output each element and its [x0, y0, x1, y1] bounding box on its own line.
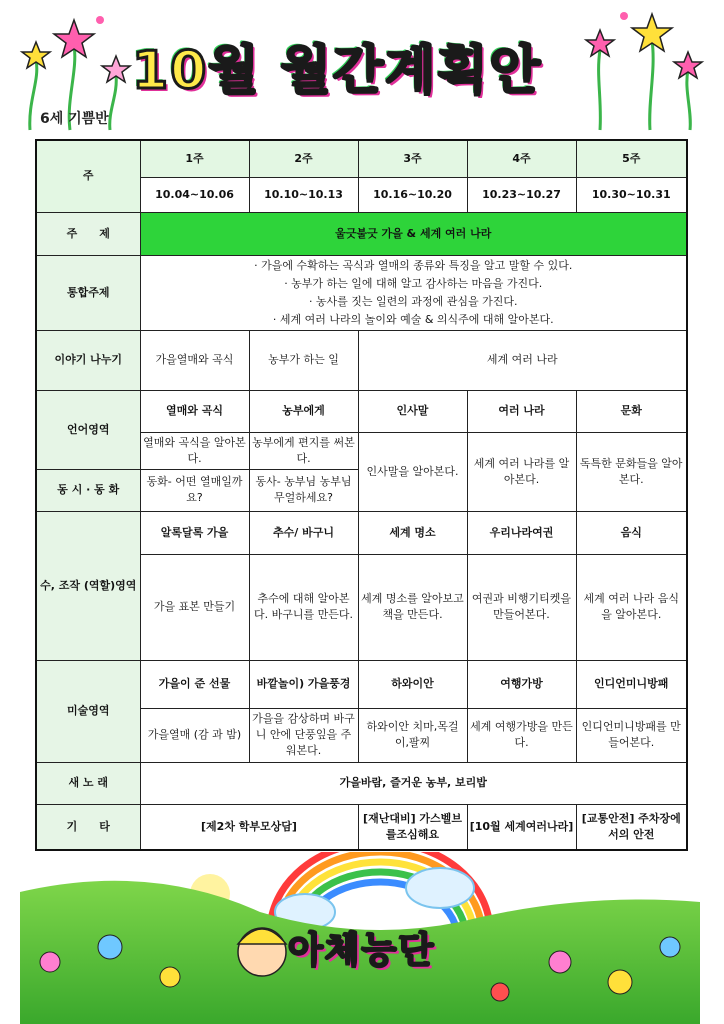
language-title-1: 열매와 곡식 [140, 390, 249, 432]
art-title-4: 여행가방 [467, 660, 576, 708]
story-week-3-5: 세계 여러 나라 [358, 330, 687, 390]
week-2-dates: 10.10~10.13 [249, 177, 358, 212]
poem-label: 동 시 · 동 화 [36, 469, 140, 511]
brand-logo: 아체능단 [288, 930, 436, 971]
integrated-label: 통합주제 [36, 255, 140, 330]
language-act-2: 농부에게 편지를 써본다. [249, 432, 358, 469]
math-act-1: 가을 표본 만들기 [140, 554, 249, 660]
art-title-5: 인디언미니방패 [576, 660, 687, 708]
math-title-5: 음식 [576, 511, 687, 554]
language-label: 언어영역 [36, 390, 140, 469]
theme-text: 울긋불긋 가을 & 세계 여러 나라 [140, 212, 687, 255]
language-title-row [36, 390, 687, 432]
math-title-2: 추수/ 바구니 [249, 511, 358, 554]
math-act-3: 세계 명소를 알아보고 책을 만든다. [358, 554, 467, 660]
language-act-1: 열매와 곡식을 알아본다. [140, 432, 249, 469]
week-label: 주 [36, 140, 140, 212]
monthly-plan-table [35, 139, 688, 851]
song-text: 가을바람, 즐거운 농부, 보리밥 [140, 762, 687, 804]
theme-row [36, 212, 687, 255]
story-week-2: 농부가 하는 일 [249, 330, 358, 390]
week-3-label: 3주 [358, 140, 467, 177]
math-label: 수, 조작 (역할)영역 [36, 511, 140, 660]
child-mascot-icon [238, 928, 286, 976]
math-title-1: 알록달록 가을 [140, 511, 249, 554]
story-label: 이야기 나누기 [36, 330, 140, 390]
week-2-label: 2주 [249, 140, 358, 177]
etc-item-3: [10월 세계여러나라] [467, 804, 576, 850]
math-title-4: 우리나라여권 [467, 511, 576, 554]
math-title-row [36, 511, 687, 554]
theme-label: 주 제 [36, 212, 140, 255]
goal-item: · 세계 여러 나라의 놀이와 예술 & 의식주에 대해 알아본다. [272, 312, 554, 326]
etc-item-4: [교통안전] 주차장에서의 안전 [576, 804, 687, 850]
language-title-5: 문화 [576, 390, 687, 432]
goal-item: · 농사를 짓는 일련의 과정에 관심을 가진다. [308, 294, 518, 308]
week-1-dates: 10.04~10.06 [140, 177, 249, 212]
art-act-3: 하와이안 치마,목걸이,팔찌 [358, 708, 467, 762]
etc-row [36, 804, 687, 850]
art-act-1: 가을열매 (감 과 밤) [140, 708, 249, 762]
art-title-3: 하와이안 [358, 660, 467, 708]
story-week-1: 가을열매와 곡식 [140, 330, 249, 390]
page-title: 10월 월간계획안 [132, 41, 542, 101]
flower-decoration-right [586, 12, 702, 130]
week-5-label: 5주 [576, 140, 687, 177]
language-title-3: 인사말 [358, 390, 467, 432]
integrated-row [36, 255, 687, 330]
etc-label: 기 타 [36, 804, 140, 850]
song-label: 새 노 래 [36, 762, 140, 804]
week-row [36, 140, 687, 177]
language-title-2: 농부에게 [249, 390, 358, 432]
story-row [36, 330, 687, 390]
art-title-2: 바깥놀이) 가을풍경 [249, 660, 358, 708]
math-title-3: 세계 명소 [358, 511, 467, 554]
etc-item-2: [재난대비] 가스벨브를조심해요 [358, 804, 467, 850]
language-act-4: 세계 여러 나라를 알아본다. [467, 432, 576, 511]
art-act-5: 인디언미니방패를 만들어본다. [576, 708, 687, 762]
goal-item: · 농부가 하는 일에 대해 알고 감사하는 마음을 가진다. [284, 276, 543, 290]
math-act-4: 여권과 비행기티켓을 만들어본다. [467, 554, 576, 660]
poem-week-2: 동사- 농부님 농부님 무얼하세요? [249, 469, 358, 511]
math-act-5: 세계 여러 나라 음식을 알아본다. [576, 554, 687, 660]
art-act-4: 세계 여행가방을 만든다. [467, 708, 576, 762]
art-act-2: 가을을 감상하며 바구니 안에 단풍잎을 주워본다. [249, 708, 358, 762]
poem-week-1: 동화- 어떤 열매일까요? [140, 469, 249, 511]
art-title-row [36, 660, 687, 708]
language-act-3: 인사말을 알아본다. [358, 432, 467, 511]
language-act-5: 독특한 문화들을 알아본다. [576, 432, 687, 511]
week-5-dates: 10.30~10.31 [576, 177, 687, 212]
language-title-4: 여러 나라 [467, 390, 576, 432]
math-act-2: 추수에 대해 알아본다. 바구니를 만든다. [249, 554, 358, 660]
week-4-label: 4주 [467, 140, 576, 177]
integrated-goals [140, 255, 687, 330]
week-4-dates: 10.23~10.27 [467, 177, 576, 212]
class-name: 6세 기쁨반 [40, 111, 109, 127]
etc-item-1: [제2차 학부모상담] [140, 804, 358, 850]
week-3-dates: 10.16~10.20 [358, 177, 467, 212]
art-label: 미술영역 [36, 660, 140, 762]
week-1-label: 1주 [140, 140, 249, 177]
song-row [36, 762, 687, 804]
goal-item: · 가을에 수확하는 곡식과 열매의 종류와 특징을 알고 말할 수 있다. [254, 258, 573, 272]
art-title-1: 가을이 준 선물 [140, 660, 249, 708]
